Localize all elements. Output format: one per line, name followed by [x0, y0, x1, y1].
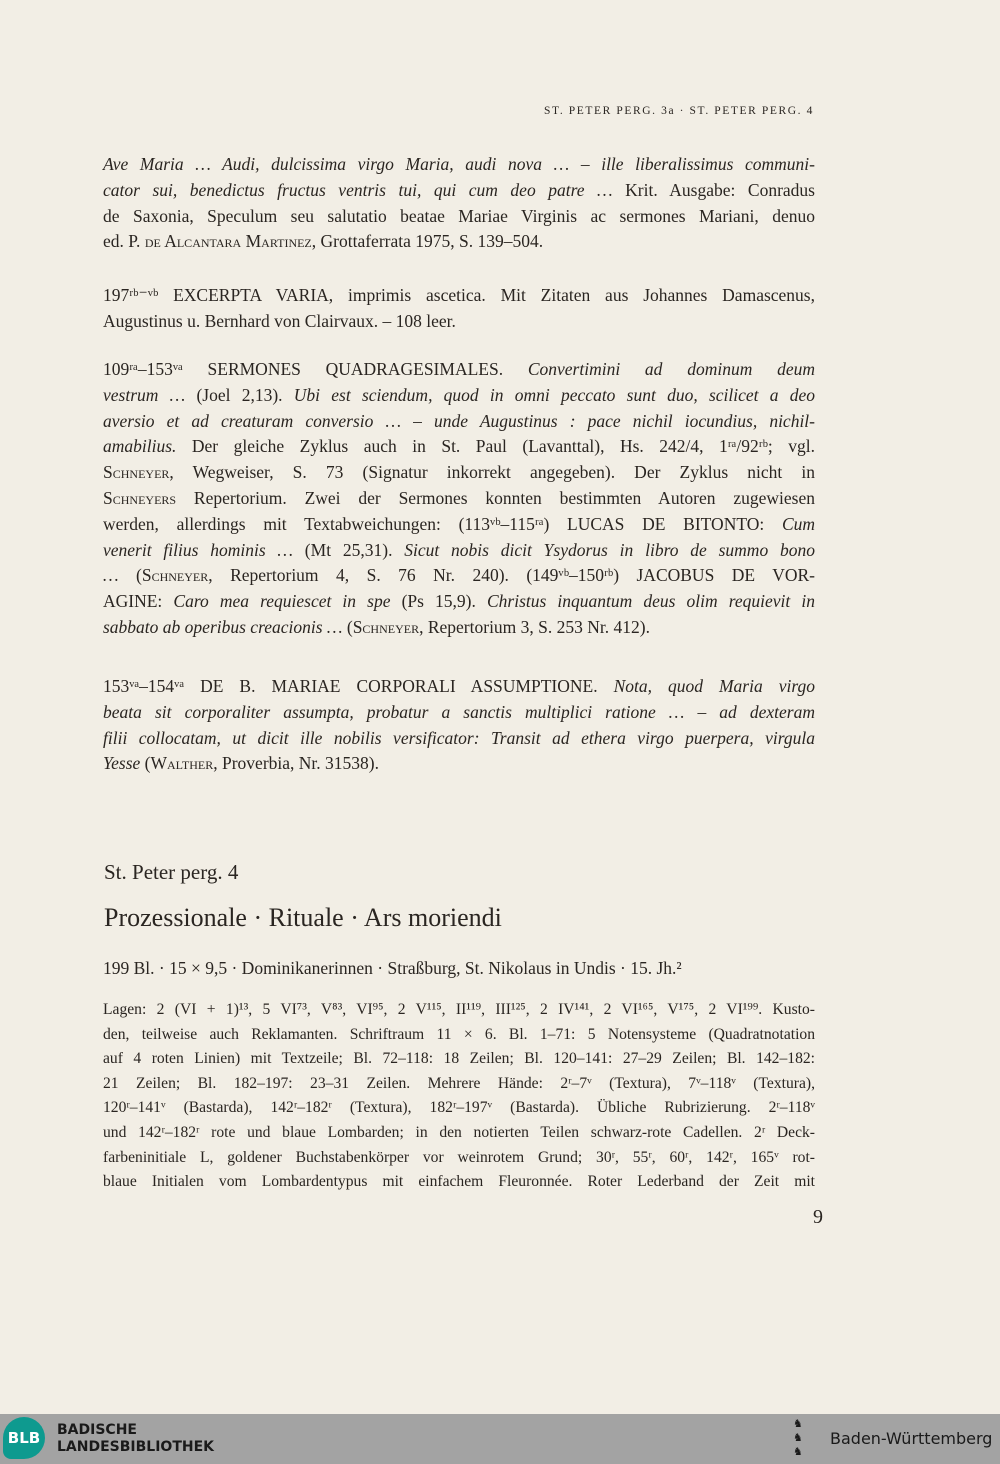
- italic-text: Convertimini ad dominum deum: [527, 359, 815, 379]
- italic-text: Christus inquantum deus olim requievit in: [486, 591, 815, 612]
- text: Repertorium. Zwei der Sermones konnten bestimmten Autoren zugewiesen: [176, 488, 815, 508]
- text-line: [103, 179, 815, 201]
- text-line: [103, 1048, 815, 1070]
- text: (: [118, 565, 142, 586]
- text: (Ps 15,9).: [390, 591, 487, 612]
- text-line: [103, 727, 815, 749]
- small-caps-text: Schneyer: [141, 565, 209, 586]
- text-line: [103, 153, 815, 175]
- text-line: [103, 230, 815, 252]
- text: 197ʳᵇ⁻ᵛᵇ EXCERPTA VARIA, imprimis ascetica. Mit Zitaten aus Johannes Damascenus,: [103, 285, 815, 305]
- text-line: [103, 564, 815, 586]
- text: , Grottaferrata 1975, S. 139–504.: [311, 231, 544, 252]
- text-line: [103, 205, 815, 227]
- text-line: [103, 310, 815, 332]
- text: AGINE:: [103, 591, 174, 612]
- italic-text: venerit filius hominis …: [103, 539, 293, 560]
- text: blaue Initialen vom Lombardentypus mit einfachem Fleuronnée. Roter Lederband der Zeit mit: [103, 1173, 815, 1191]
- text: ed. P.: [103, 231, 145, 252]
- italic-text: Yesse: [103, 753, 141, 774]
- text: 109ʳᵃ–153ᵛᵃ SERMONES QUADRAGESIMALES.: [103, 359, 528, 379]
- text-line: [103, 461, 815, 483]
- text-line: [103, 1097, 815, 1119]
- text: auf 4 roten Linien) mit Textzeile; Bl. 72–118: 18 Zeilen; Bl. 120–141: 27–29 Zeilen; Bl. 142–182:: [103, 1050, 815, 1068]
- text: 120ʳ–141ᵛ (Bastarda), 142ʳ–182ʳ (Textura), 182ʳ–197ᵛ (Bastarda). Übliche Rubrizierung. 2ʳ–118ᵛ: [103, 1099, 815, 1117]
- text: Der gleiche Zyklus auch in St. Paul (Lavanttal), Hs. 242/4, 1ʳᵃ/92ʳᵇ; vgl.: [176, 436, 815, 457]
- italic-text: beata sit corporaliter assumpta, probatur a sanctis multiplici ratione … – ad dexteram: [103, 701, 815, 722]
- text-line: [103, 590, 815, 612]
- text: , Wegweiser, S. 73 (Signatur inkorrekt angegeben). Der Zyklus nicht in: [169, 462, 815, 483]
- italic-text: Nota, quod Maria virgo: [613, 676, 816, 696]
- italic-text: Ubi est sciendum, quod in omni peccato sunt duo, scilicet a deo: [293, 384, 816, 405]
- italic-text: Ave Maria … Audi, dulcissima virgo Maria, audi nova … – ille liberalissimus communi-: [103, 154, 815, 174]
- text-line: [103, 1073, 815, 1095]
- library-name-line1: BADISCHE: [57, 1422, 137, 1438]
- text: , Repertorium 4, S. 76 Nr. 240). (149ᵛᵇ–150ʳᵇ) JACOBUS DE VOR-: [208, 565, 815, 586]
- italic-text: …: [103, 565, 119, 586]
- italic-text: aversio et ad creaturam conversio … – unde Augustinus : pace nichil iocundius, nichil-: [103, 410, 815, 431]
- italic-text: Cum: [781, 513, 815, 534]
- text-line: [103, 616, 815, 638]
- text-line: [103, 358, 815, 380]
- text-line: [103, 675, 815, 697]
- italic-text: amabilius.: [103, 436, 177, 457]
- lions-coat-of-arms-icon: ♞ ♞ ♞: [793, 1417, 803, 1458]
- text-line: [103, 701, 815, 723]
- text: (Joel 2,13).: [185, 384, 294, 405]
- text: , Repertorium 3, S. 253 Nr. 412).: [419, 617, 650, 637]
- state-logo-text[interactable]: Baden-Württemberg: [830, 1429, 993, 1448]
- text-line: [103, 487, 815, 509]
- blb-logo[interactable]: BLB: [3, 1417, 45, 1459]
- footer-bar: [0, 1414, 1000, 1464]
- text-line: [103, 1147, 815, 1169]
- italic-text: sabbato ab operibus creacionis …: [103, 617, 343, 637]
- text-line: [103, 957, 815, 979]
- text: , Proverbia, Nr. 31538).: [213, 753, 379, 774]
- text-line: [103, 752, 815, 774]
- text: (: [140, 753, 151, 774]
- text: de Saxonia, Speculum seu salutatio beatae Mariae Virginis ac sermones Mariani, denuo: [103, 205, 815, 226]
- small-caps-text: Schneyers: [103, 488, 177, 508]
- library-name-line2: LANDESBIBLIOTHEK: [57, 1439, 215, 1455]
- italic-text: Sicut nobis dicit Ysydorus in libro de summo bono: [404, 539, 815, 560]
- text: Lagen: 2 (VI + 1)¹³, 5 VI⁷³, V⁸³, VI⁹⁵, 2 V¹¹⁵, II¹¹⁹, III¹²⁵, 2 IV¹⁴¹, 2 VI¹⁶⁵, V¹⁷⁵, 2 VI¹⁹⁹. Kusto-: [103, 1001, 815, 1018]
- small-caps-text: Walther: [150, 753, 214, 774]
- running-header: ST. PETER PERG. 3a · ST. PETER PERG. 4: [544, 105, 814, 117]
- text-line: [103, 539, 815, 561]
- text-line: [103, 284, 815, 306]
- italic-text: filii collocatam, ut dicit ille nobilis versificator: Transit ad ethera virgo puerpera, virgula: [103, 727, 815, 748]
- italic-text: Caro mea requiescet in spe: [173, 591, 391, 612]
- text: 153ᵛᵃ–154ᵛᵃ DE B. MARIAE CORPORALI ASSUMPTIONE.: [103, 676, 614, 696]
- text: (: [342, 617, 353, 637]
- text: Augustinus u. Bernhard von Clairvaux. – 108 leer.: [103, 310, 456, 331]
- text-line: [103, 384, 815, 406]
- text-line: [103, 999, 815, 1021]
- text: (Mt 25,31).: [293, 539, 405, 560]
- text-line: [103, 1171, 815, 1193]
- text: Krit. Ausgabe: Conradus: [612, 179, 815, 200]
- text: den, teilweise auch Reklamanten. Schriftraum 11 × 6. Bl. 1–71: 5 Notensysteme (Quadratnotation: [103, 1025, 815, 1043]
- text: und 142ʳ–182ʳ rote und blaue Lombarden; in den notierten Teilen schwarz-rote Cadellen. 2ʳ Deck-: [103, 1124, 815, 1141]
- small-caps-text: de Alcantara Martinez: [144, 231, 312, 252]
- library-name[interactable]: [57, 1422, 214, 1456]
- shelfmark-heading: St. Peter perg. 4: [104, 860, 239, 884]
- text-line: [103, 435, 815, 457]
- small-caps-text: Schneyer: [352, 617, 420, 637]
- text: farbeninitiale L, goldener Buchstabenkörper vor weinrotem Grund; 30ʳ, 55ʳ, 60ʳ, 142ʳ, 165ᵛ rot-: [103, 1148, 815, 1166]
- text: 21 Zeilen; Bl. 182–197: 23–31 Zeilen. Mehrere Hände: 2ʳ–7ᵛ (Textura), 7ᵛ–118ᵛ (Textura),: [103, 1074, 815, 1092]
- entry-title: Prozessionale · Rituale · Ars moriendi: [104, 903, 502, 932]
- page-number: 9: [813, 1206, 823, 1228]
- text-line: [103, 1024, 815, 1046]
- text-line: [103, 1122, 815, 1144]
- small-caps-text: Schneyer: [103, 462, 170, 483]
- text-line: [103, 513, 815, 535]
- text-line: [103, 410, 815, 432]
- text: werden, allerdings mit Textabweichungen: (113ᵛᵇ–115ʳᵃ) LUCAS DE BITONTO:: [103, 513, 782, 534]
- italic-text: vestrum …: [103, 384, 186, 405]
- italic-text: cator sui, benedictus fructus ventris tui, qui cum deo patre …: [103, 179, 613, 200]
- text: 199 Bl. · 15 × 9,5 · Dominikanerinnen · Straßburg, St. Nikolaus in Undis · 15. Jh.²: [103, 958, 682, 978]
